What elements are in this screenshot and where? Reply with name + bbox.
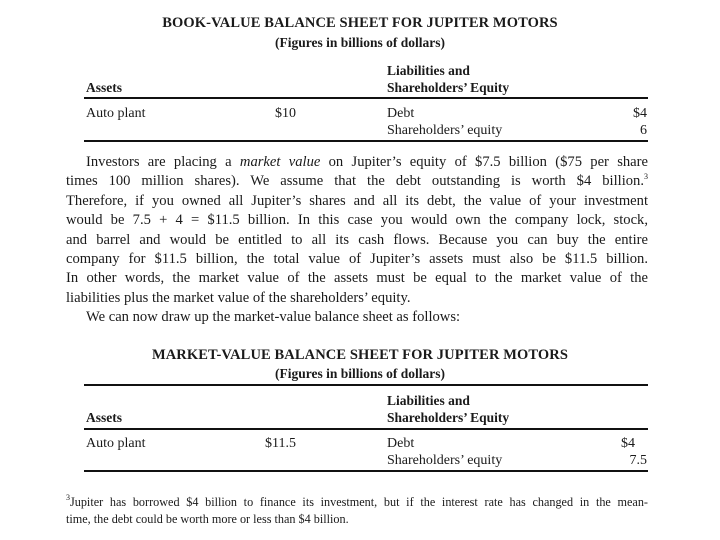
market-liabilities-header-line2: Shareholders’ Equity [387, 410, 510, 425]
body-paragraph-1 [66, 153, 648, 328]
book-bottom-rule [84, 140, 648, 142]
market-liabilities-header-line1: Liabilities and [387, 393, 470, 408]
para-line: would be 7.5 + 4 = $11.5 billion. In this case you would own the company lock, stock, [66, 212, 648, 229]
book-sheet-subtitle: (Figures in billions of dollars) [274, 35, 446, 50]
footnote-line: $^3$Jupiter has borrowed $4 billion to finance its investment, but if the interest rate has changed in the mean- [66, 493, 648, 509]
market-asset-value: $11.5 [265, 436, 296, 451]
book-equity-label: Shareholders’ equity [387, 123, 503, 138]
footnote [66, 494, 648, 528]
para-line: times 100 million shares). We assume that the debt outstanding is worth $4 billion.$^3$ [66, 172, 648, 190]
market-debt-label: Debt [387, 436, 415, 451]
market-equity-value: 7.5 [629, 453, 647, 468]
para-line: liabilities plus the market value of the shareholders’ equity. [66, 289, 411, 306]
market-equity-label: Shareholders’ equity [387, 453, 503, 468]
book-asset-label: Auto plant [86, 106, 146, 121]
book-liabilities-header-line2: Shareholders’ Equity [387, 80, 510, 95]
body-paragraph-2: We can now draw up the market-value balance sheet as follows: [86, 309, 461, 326]
emphasis-market-value: market value [239, 154, 321, 170]
market-asset-label: Auto plant [86, 436, 146, 451]
market-header-rule [84, 428, 648, 430]
market-top-rule [84, 384, 648, 386]
market-assets-header: Assets [86, 410, 122, 425]
para-line: In other words, the market value of the assets must be equal to the market value of the [66, 270, 648, 287]
footnote-marker: 3 [66, 493, 70, 502]
footnote-reference[interactable]: 3 [644, 172, 648, 182]
book-sheet-title: BOOK-VALUE BALANCE SHEET FOR JUPITER MOTORS [162, 15, 558, 31]
book-assets-header: Assets [86, 80, 122, 95]
book-equity-value: 6 [640, 123, 647, 138]
market-sheet-title: MARKET-VALUE BALANCE SHEET FOR JUPITER MOTORS [151, 347, 569, 363]
para-line: company for $11.5 billion, the total value of Jupiter’s assets must also be $11.5 billion. [66, 251, 648, 268]
book-header-rule [84, 97, 648, 99]
book-liabilities-header-line1: Liabilities and [387, 63, 470, 78]
book-debt-value: $4 [633, 106, 647, 121]
para-line: and barrel and would be entitled to all its cash flows. Because you can buy the entire [66, 231, 648, 248]
para-line: Therefore, if you owned all Jupiter’s shares and all its debt, the value of your investment [66, 192, 648, 209]
footnote-line: time, the debt could be worth more or less than $4 billion. [66, 512, 349, 526]
book-asset-value: $10 [275, 106, 296, 121]
book-debt-label: Debt [387, 106, 415, 121]
para-line: Investors are placing a market value on Jupiter’s equity of $7.5 billion ($75 per share [86, 154, 649, 170]
market-bottom-rule [84, 470, 648, 472]
market-debt-value: $4 [621, 436, 635, 451]
market-sheet-subtitle: (Figures in billions of dollars) [274, 366, 446, 381]
